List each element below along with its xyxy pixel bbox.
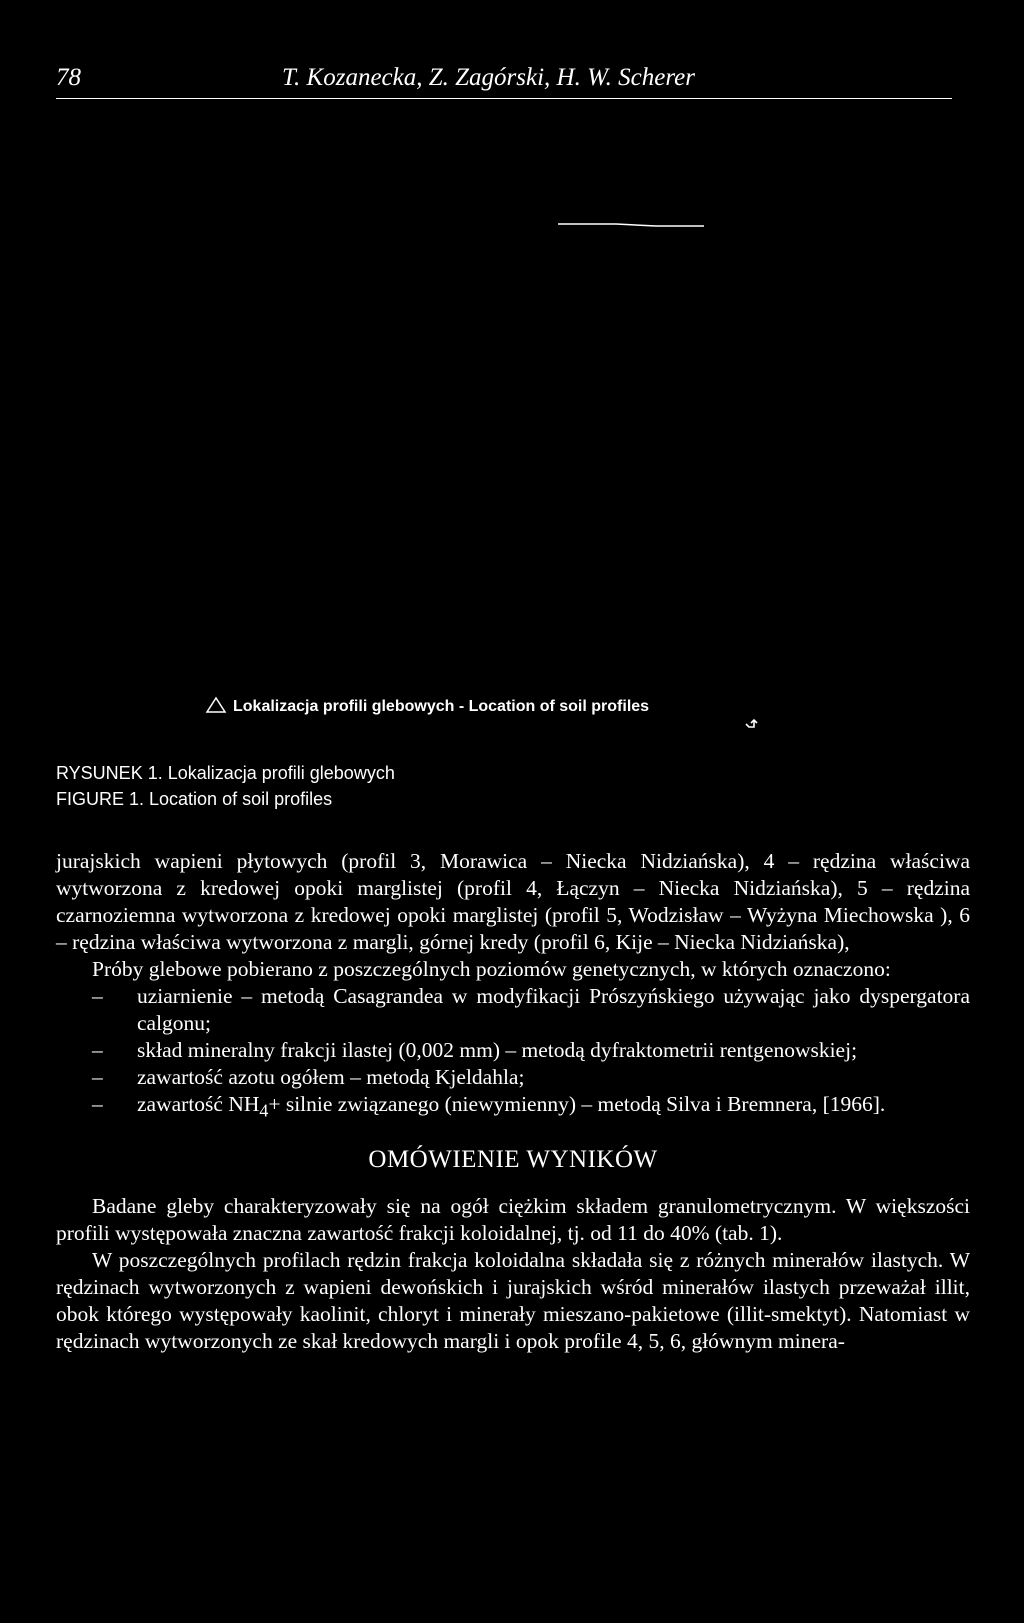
paragraph: jurajskich wapieni płytowych (profil 3, Morawica – Niecka Nidziańska), 4 – rędzina właściwa wytworzona z kredowej opoki marglistej (profil 4, Łączyn – Niecka Nidziańska), 5 – rędzina czarnoziemna wytworzona z kredowej opoki marglistej (profil 5, Wodzisław – Wyżyna Miechowska ), 6 – rędzina właściwa wytworzona z margli, górnej kredy (profil 6, Kije – Niecka Nidziańska), bbox=[56, 849, 970, 954]
figure-legend bbox=[205, 696, 805, 722]
triangle-icon bbox=[205, 696, 227, 714]
header-authors: T. Kozanecka, Z. Zagórski, H. W. Scherer bbox=[282, 64, 695, 91]
subscript: 4 bbox=[259, 1100, 269, 1121]
list-item bbox=[56, 1091, 970, 1124]
north-arrow-icon bbox=[744, 718, 762, 736]
list-item-text: uziarnienie – metodą Casagrandea w modyfikacji Prószyńskiego używając jako dyspergatora calgonu; bbox=[137, 984, 970, 1035]
list-item-text: zawartość azotu ogółem – metodą Kjeldahla; bbox=[137, 1065, 525, 1089]
list-item bbox=[56, 1064, 970, 1091]
list-item-text: + silnie związanego (niewymienny) – metodą Silva i Bremnera, [1966]. bbox=[268, 1092, 886, 1116]
figure-map bbox=[56, 106, 952, 746]
running-header bbox=[56, 64, 952, 100]
list-item-text: zawartość NH bbox=[137, 1092, 260, 1116]
paragraph: Próby glebowe pobierano z poszczególnych poziomów genetycznych, w których oznaczono: bbox=[92, 957, 891, 981]
caption-polish: RYSUNEK 1. Lokalizacja profili glebowych bbox=[56, 763, 395, 783]
legend-text: Lokalizacja profili glebowych - Location of soil profiles bbox=[233, 698, 650, 715]
list-dash: – bbox=[92, 1092, 103, 1116]
section-heading: OMÓWIENIE WYNIKÓW bbox=[368, 1146, 658, 1174]
article-body bbox=[56, 848, 970, 1355]
list-dash: – bbox=[92, 1038, 103, 1062]
list-dash: – bbox=[92, 1065, 103, 1089]
paragraph: W poszczególnych profilach rędzin frakcja koloidalna składała się z różnych minerałów ilastych. W rędzinach wytworzonych z wapieni dewońskich i jurajskich wśród minerałów ilastych przeważał illit, obok którego występowały kaolinit, chloryt i minerały mieszano-pakietowe (illit-smektyt). Natomiast w rędzinach wytworzonych ze skał kredowych margli i opok profile 4, 5, 6, głównym minera- bbox=[56, 1248, 970, 1354]
list-item bbox=[56, 1037, 970, 1064]
paragraph: Badane gleby charakteryzowały się na ogół ciężkim składem granulometrycznym. W większości profili występowała znaczna zawartość frakcji koloidalnej, tj. od 11 do 40% (tab. 1). bbox=[56, 1194, 970, 1246]
methods-list bbox=[56, 983, 970, 1124]
list-item-text: skład mineralny frakcji ilastej (0,002 mm) – metodą dyfraktometrii rentgenowskiej; bbox=[137, 1038, 858, 1062]
list-item bbox=[56, 983, 970, 1037]
figure-caption bbox=[56, 760, 395, 812]
caption-english: FIGURE 1. Location of soil profiles bbox=[56, 789, 333, 809]
header-rule bbox=[56, 98, 952, 99]
map-line-fragment bbox=[556, 220, 706, 230]
list-dash: – bbox=[92, 984, 103, 1008]
page-number: 78 bbox=[56, 64, 81, 91]
